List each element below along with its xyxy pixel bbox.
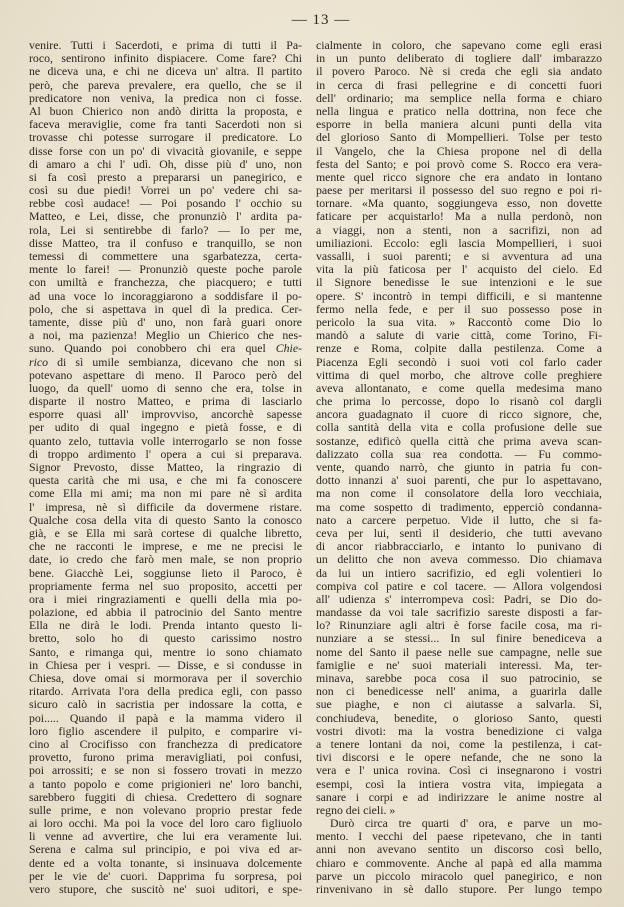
text-line: Santo, e rimanga qui, mentre io sono chiamato xyxy=(29,645,302,659)
text-line: rola, Lei si sentirebbe di farlo? — Io per me, xyxy=(29,223,302,237)
text-line: potevano aspettare di meno. Il Paroco però del xyxy=(29,368,302,382)
text-line: un delitto che non aveva commesso. Dio chiamava xyxy=(316,553,602,567)
text-line: tornare. «Ma quanto, soggiungeva esso, non dovette xyxy=(316,197,602,211)
text-line: tivi discorsi e le opere nefande, che ne sono la xyxy=(316,751,602,765)
text-line: nome del Santo il paese nelle sue campagne, nelle sue xyxy=(316,645,602,659)
text-line: chiaro e commovente. Anche al papà ed alla mamma xyxy=(316,856,602,870)
text-line: questa carità che mi usa, e che mi fa conoscere xyxy=(29,474,302,488)
text-line: ai loro occhi. Ma poi la voce del loro caro figliuolo xyxy=(29,817,302,831)
text-line: disse forse con un po' di vivacità giovanile, e seppe xyxy=(29,144,302,158)
text-line: poi arrossiti; e se non si fossero trovati in mezzo xyxy=(29,764,302,778)
text-line: esporre in bella maniera alcuni punti della vita xyxy=(316,118,602,132)
text-line: rebbe così audace! — Poi posando l' occhio su xyxy=(29,197,302,211)
text-line: ad una voce lo incoraggiarono a soddisfare il po- xyxy=(29,289,302,303)
text-line: dalizzato colla sua rea condotta. — Fu commo- xyxy=(316,447,602,461)
text-line: in Chiesa per i vespri. — Disse, e si condusse in xyxy=(29,658,302,672)
text-line: il Signore benedisse le sue intenzioni e le sue xyxy=(316,276,602,290)
text-line: temessi di commettere una sgarbatezza, certa- xyxy=(29,250,302,263)
text-line: Al buon Chierico non andò diritta la proposta, e xyxy=(29,104,302,118)
text-line: in un punto deliberato di togliere dall' imbarazzo xyxy=(316,52,602,66)
text-line: dell' ordinario; ma semplice nella forma e chiaro xyxy=(316,91,602,105)
paragraph xyxy=(29,39,302,896)
text-line: Chiesa, dove omai si mormorava per il soverchio xyxy=(29,672,302,685)
text-line: minava, sarebbe poca cosa il suo patrocinio, se xyxy=(316,672,602,685)
left-column xyxy=(29,39,302,896)
text-line: nunziare a se stessi... In sul finire benediceva a xyxy=(316,632,602,646)
text-line: lo? Rinunziare agli altri è forse facile cosa, ma ri- xyxy=(316,619,602,633)
text-line: bretto, solo ho di questo carissimo nostro xyxy=(29,632,302,646)
text-line: mandasse da voi tale sacrifizio sareste disposti a far- xyxy=(316,606,602,620)
text-line: a tenere lontani da noi, come la pestilenza, i cat- xyxy=(316,737,602,751)
text-line: sostanze, edificò quella città che prima aveva scan- xyxy=(316,434,602,448)
text-line: faceva meraviglie, come fra tanti Sacerdoti non si xyxy=(29,118,302,132)
text-line: esempi, così la intiera vostra vita, impiegata a xyxy=(316,777,602,791)
text-line: opere. S' incontrò in tempi difficili, e si mantenne xyxy=(316,289,602,303)
text-line: nella lingua e pratico nella dottrina, non fece che xyxy=(316,104,602,118)
text-line: ma non come il consolatore della loro vecchiaia, xyxy=(316,487,602,501)
text-line: mente quel ricco signore che era andato in lontano xyxy=(316,170,602,184)
text-line: polo, che si aspettava in quel dì la predica. Cer- xyxy=(29,302,302,316)
text-line: Piacenza Egli secondò i suoi voti col farlo cader xyxy=(316,355,602,369)
text-line: non ci benedicesse nell' anima, a guarirla dalle xyxy=(316,685,602,699)
text-line: luogo, da quell' uomo di senno che era, tolse in xyxy=(29,381,302,395)
text-line: regno dei cieli. » xyxy=(316,803,396,817)
text-line: parve un piccolo miracolo quel panegirico, e non xyxy=(316,869,602,883)
text-line: nato a carcere perpetuo. Vide il lutto, che si fa- xyxy=(316,513,602,527)
text-line: dente ed a volta tonante, si insinuava dolcemente xyxy=(29,856,302,870)
text-line: che prima lo percosse, dopo lo risanò col dargli xyxy=(316,395,602,409)
text-line: che ne racconti le imprese, e me ne precisi le xyxy=(29,540,302,554)
text-line: conchiudeva, benedite, o glorioso Santo, questi xyxy=(316,711,602,725)
text-line: trovasse chi potesse surrogare il predicatore. Lo xyxy=(29,131,302,145)
text-line: disse Matteo, tra il confuso e tranquillo, se non xyxy=(29,236,302,250)
text-line: mente lo farei! — Pronunziò queste poche parole xyxy=(29,263,302,277)
text-line: mandò a salute di varie città, come Torino, Fi- xyxy=(316,329,602,343)
text-line xyxy=(29,342,302,355)
text-line: roco, sentirono infinito dispiacere. Come fare? Chi xyxy=(29,52,302,66)
text-line: compiva col patire e col tacere. — Allora volgendosi xyxy=(316,579,602,593)
text-line: Ella ne dirà le lodi. Prenda intanto questo li- xyxy=(29,619,302,633)
text-line: vero stupore, che suscitò ne' suoi uditori, e spe- xyxy=(29,883,302,896)
text-line: ritardo. Arrivata l'ora della predica egli, con passo xyxy=(29,685,302,699)
text-line: Matteo, e Lei, disse, che pronunziò l' ardita pa- xyxy=(29,210,302,224)
text-line: come Ella mi ami; ma non mi pare nè sì ardita xyxy=(29,487,302,501)
text-line: di troppo ardimento l' opera a cui si preparava. xyxy=(29,447,302,461)
text-line: vittima di quel morbo, che altrove colle preghiere xyxy=(316,368,602,382)
text-line: ancora guadagnato il cuore di ricco signore, che, xyxy=(316,408,602,422)
text-line: da lui un intiero sacrifizio, ed egli volentieri lo xyxy=(316,566,602,580)
text-line: cino al Crocifisso con franchezza di predicatore xyxy=(29,737,302,751)
text-line: già, e se Ella mi sarà cortese di qualche libretto, xyxy=(29,526,302,540)
text-line: umiliazioni. Eccolo: egli lascia Mompellieri, i suoi xyxy=(316,236,602,250)
text-line: colla santità della vita e colla profusione delle sue xyxy=(316,421,602,435)
text-line: provetto, furono prima meravigliati, poi confusi, xyxy=(29,751,302,765)
page-number: — 13 — xyxy=(291,12,351,28)
text-line: dotto innanzi a' suoi parenti, che pur lo aspettavano, xyxy=(316,474,602,488)
text-line: in cerca di frasi pellegrine e di concetti fuori xyxy=(316,78,602,92)
text-line: sue piaghe, e non ci aiutasse a salvarla. Sì, xyxy=(316,698,602,712)
text-line: a tanto popolo e come prigionieri ne' loro banchi, xyxy=(29,777,302,791)
text-line: vera e l' unica rovina. Così ci insegnarono i vostri xyxy=(316,764,602,778)
text-line: disparte il nostro Matteo, e prima di lasciarlo xyxy=(29,395,302,409)
text-line: vassalli, i suoi parenti; e si avventura ad una xyxy=(316,250,602,263)
text-line: tamente, disse più d' uno, non farà guari onore xyxy=(29,315,302,329)
text-segment: suno. Quando poi conobbero chi era quel xyxy=(29,342,276,356)
text-line: l' impresa, nè sì difficile da dovermene ristare. xyxy=(29,500,302,514)
italic-text: Chie- xyxy=(275,342,302,356)
text-line: predicatore non veniva, la predica non ci fosse. xyxy=(29,91,302,105)
text-line: aveva allontanato, e come quella medesima mano xyxy=(316,381,602,395)
paragraph xyxy=(316,817,602,896)
text-line: così su due piedi! Vorrei un po' vedere chi sa- xyxy=(29,184,302,198)
text-line: propriamente ferma nel suo proposito, accetti per xyxy=(29,579,302,593)
text-line xyxy=(29,356,302,369)
text-line: pericolo la sua vita. » Raccontò come Dio lo xyxy=(316,315,602,329)
text-line: sulle prime, e non volevano proprio prestar fede xyxy=(29,803,302,817)
text-line: a viaggi, non a stenti, non a sacrifizi, non ad xyxy=(316,223,602,237)
text-line: mento. I vecchi del paese ripetevano, che in tanti xyxy=(316,830,602,844)
text-line: all' udienza s' interrompeva così: Padri, se Dio do- xyxy=(316,592,602,606)
text-line: ma come sospetto di tradimento, epperciò condanna- xyxy=(316,500,602,514)
text-line: Serena e calma sul principio, e poi viva ed ar- xyxy=(29,843,302,857)
text-line: venire. Tutti i Sacerdoti, e prima di tutti il Pa- xyxy=(29,39,302,52)
text-line: rinvenivano in sè dallo stupore. Per lungo tempo xyxy=(316,883,602,896)
text-line: faticare per acquistarlo! Ma a nulla perdonò, non xyxy=(316,210,602,224)
text-line: vostri divoti: ma la vostra benedizione ci valga xyxy=(316,724,602,738)
text-line: bene. Giacchè Lei, soggiunse lieto il Paroco, è xyxy=(29,566,302,580)
text-line: poi..... Quando il papà e la mamma videro il xyxy=(29,711,302,725)
paragraph xyxy=(316,39,602,817)
text-line: sicuro calò in sacristia per indossare la cotta, e xyxy=(29,698,302,712)
text-line: vente, quando narrò, che giunto in patria fu con- xyxy=(316,461,602,474)
text-line: cialmente in coloro, che sapevano come egli erasi xyxy=(316,39,602,52)
text-line: Durò circa tre quarti d' ora, e parve un mo- xyxy=(330,817,602,831)
text-line: quanto zelo, tuttavia volle interrogarlo se non fosse xyxy=(29,434,302,448)
text-line: il povero Paroco. Nè si creda che egli sia andato xyxy=(316,65,602,79)
text-line: per le vie de' cuori. Dapprima fu sorpresa, poi xyxy=(29,869,302,883)
text-line: li venne ad avvertire, che lui era veramente lui. xyxy=(29,830,302,844)
text-line: ceva per lui, sentì il desiderio, che tutti avevano xyxy=(316,526,602,540)
text-line: di ancor riabbracciarlo, e intanto lo punivano di xyxy=(316,540,602,554)
text-line: festa del Santo; e poi provò come S. Rocco era vera- xyxy=(316,157,602,171)
text-line: con umiltà e franchezza, che piacquero; e tutti xyxy=(29,276,302,290)
text-line: Signor Prevosto, disse Matteo, la ringrazio di xyxy=(29,461,302,474)
italic-text: rico xyxy=(29,355,49,369)
text-line: ora i miei ringraziamenti e quelli della mia po- xyxy=(29,592,302,606)
text-line: però, che pareva prevalere, era quello, che se il xyxy=(29,78,302,92)
text-line: Qualche cosa della vita di questo Santo la conosco xyxy=(29,513,302,527)
text-line: famiglie e ne' suoi materiali interessi. Ma, ter- xyxy=(316,658,602,672)
text-line: del glorioso Santo di Mompellieri. Tolse per testo xyxy=(316,131,602,145)
text-line: ne diceva una, e chi ne diceva un' altra. Il partito xyxy=(29,65,302,79)
text-line: per udito di qual ingegno e pietà fosse, e di xyxy=(29,421,302,435)
text-line: il Vangelo, che la Chiesa propone nel dì della xyxy=(316,144,602,158)
text-line: renze e Roma, colpite dalla pestilenza. Come a xyxy=(316,342,602,356)
text-line: paese per meritarsi il possesso del suo regno e poi ri- xyxy=(316,184,602,198)
text-line: vita la più faticosa per l' acquisto del cielo. Ed xyxy=(316,263,602,277)
text-line: polazione, ed abbia il patrocinio del Santo mentre xyxy=(29,606,302,620)
text-line: si fa così presto a prepararsi un panegirico, e xyxy=(29,170,302,184)
text-line: sanare i corpi e ad indirizzare le anime nostre al xyxy=(316,790,602,804)
text-line: loro figlio ascendere il pulpito, e comparire vi- xyxy=(29,724,302,738)
text-line: sarebbero fuggiti di chiesa. Credettero di sognare xyxy=(29,790,302,804)
text-line: date, io credo che farò men male, se non proprio xyxy=(29,553,302,567)
text-line: fermo nella fede, e per il suo possesso pose in xyxy=(316,302,602,316)
text-line: a noi, ma pazienza! Meglio un Chierico che nes- xyxy=(29,329,302,343)
text-segment: di sì umile sembianza, dicevano che non si xyxy=(48,355,302,369)
text-line: esporre quasi all' improvviso, ancorchè sapesse xyxy=(29,408,302,422)
text-line: di amaro a chi l' udì. Oh, disse più d' uno, non xyxy=(29,157,302,171)
text-line: anni non avevano sentito un discorso così bello, xyxy=(316,843,602,857)
right-column xyxy=(316,39,602,896)
